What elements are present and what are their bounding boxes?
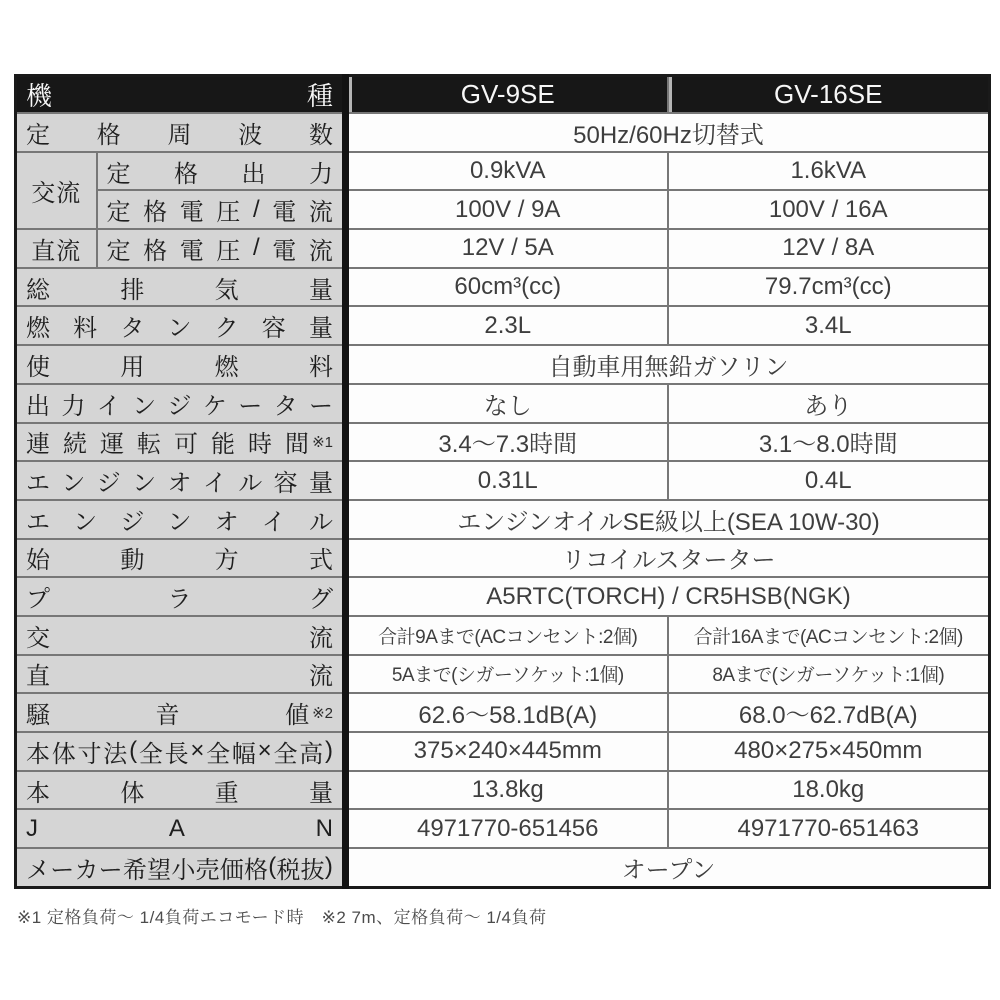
table-row bbox=[16, 616, 990, 655]
row-label: 本 体 寸 法 ( 全 長 × 全 幅 × 全 高 ) bbox=[16, 732, 346, 771]
cell-value: 3.4L bbox=[668, 306, 990, 345]
cell-value: 合計16Aまで(ACコンセント:2個) bbox=[668, 616, 990, 655]
cell-value: 100V / 9A bbox=[346, 190, 668, 229]
cell-value: 2.3L bbox=[346, 306, 668, 345]
table-header-row bbox=[16, 76, 990, 114]
cell-value: 12V / 8A bbox=[668, 229, 990, 268]
table-row bbox=[16, 771, 990, 810]
cell-value: 0.31L bbox=[346, 461, 668, 500]
row-label: 総 排 気 量 bbox=[16, 268, 346, 307]
cell-value: あり bbox=[668, 384, 990, 423]
table-row bbox=[16, 152, 990, 191]
row-label: 定 格 電 圧 / 電 流 bbox=[97, 190, 346, 229]
cell-value: A5RTC(TORCH) / CR5HSB(NGK) bbox=[346, 577, 990, 616]
table-row bbox=[16, 268, 990, 307]
row-label: 始 動 方 式 bbox=[16, 539, 346, 578]
row-label: J A N bbox=[16, 809, 346, 848]
cell-value: 18.0kg bbox=[668, 771, 990, 810]
header-model-a: GV-9SE bbox=[346, 76, 668, 114]
table-row bbox=[16, 732, 990, 771]
row-label: エ ン ジ ン オ イ ル 容 量 bbox=[16, 461, 346, 500]
row-label: エ ン ジ ン オ イ ル bbox=[16, 500, 346, 539]
row-label: 定 格 周 波 数 bbox=[16, 113, 346, 152]
cell-value: 合計9Aまで(ACコンセント:2個) bbox=[346, 616, 668, 655]
row-label: 本 体 重 量 bbox=[16, 771, 346, 810]
cell-value: 13.8kg bbox=[346, 771, 668, 810]
table-row bbox=[16, 577, 990, 616]
row-label: 使 用 燃 料 bbox=[16, 345, 346, 384]
table-row bbox=[16, 809, 990, 848]
table-row bbox=[16, 113, 990, 152]
header-model-b: GV-16SE bbox=[668, 76, 990, 114]
cell-value: 375×240×445mm bbox=[346, 732, 668, 771]
cell-value: 5Aまで(シガーソケット:1個) bbox=[346, 655, 668, 694]
table-row bbox=[16, 345, 990, 384]
footnote-marker: ※2 bbox=[312, 704, 333, 722]
row-label: 騒 音 値 ※2 bbox=[16, 693, 346, 732]
spec-table bbox=[14, 74, 991, 889]
table-row bbox=[16, 693, 990, 732]
table-row bbox=[16, 423, 990, 462]
cell-value: 3.4〜7.3時間 bbox=[346, 423, 668, 462]
cell-value: 60cm³(cc) bbox=[346, 268, 668, 307]
cell-value: 0.4L bbox=[668, 461, 990, 500]
cell-value: オープン bbox=[346, 848, 990, 887]
table-row bbox=[16, 539, 990, 578]
table-row bbox=[16, 190, 990, 229]
table-row bbox=[16, 384, 990, 423]
header-model-label: 機 種 bbox=[16, 76, 346, 114]
cell-value: 3.1〜8.0時間 bbox=[668, 423, 990, 462]
cell-value: 自動車用無鉛ガソリン bbox=[346, 345, 990, 384]
cell-value: 12V / 5A bbox=[346, 229, 668, 268]
row-label: 燃 料 タ ン ク 容 量 bbox=[16, 306, 346, 345]
cell-value: リコイルスターター bbox=[346, 539, 990, 578]
cell-value: 4971770-651456 bbox=[346, 809, 668, 848]
cell-value: なし bbox=[346, 384, 668, 423]
cell-value: 79.7cm³(cc) bbox=[668, 268, 990, 307]
row-label: 定 格 電 圧 / 電 流 bbox=[97, 229, 346, 268]
cell-value: 0.9kVA bbox=[346, 152, 668, 191]
cell-value: 4971770-651463 bbox=[668, 809, 990, 848]
row-group-label: 交流 bbox=[16, 152, 97, 229]
table-row bbox=[16, 655, 990, 694]
cell-value: 1.6kVA bbox=[668, 152, 990, 191]
table-row bbox=[16, 461, 990, 500]
footnote-marker: ※1 bbox=[312, 433, 333, 451]
cell-value: エンジンオイルSE級以上(SEA 10W-30) bbox=[346, 500, 990, 539]
row-label: 出 力 イ ン ジ ケ ー タ ー bbox=[16, 384, 346, 423]
table-row bbox=[16, 306, 990, 345]
row-label: 連 続 運 転 可 能 時 間 ※1 bbox=[16, 423, 346, 462]
row-label: メ ー カ ー 希 望 小 売 価 格 ( 税 抜 ) bbox=[16, 848, 346, 887]
cell-value: 480×275×450mm bbox=[668, 732, 990, 771]
row-label: 交 流 bbox=[16, 616, 346, 655]
footnote-text: ※1 定格負荷〜 1/4負荷エコモード時 ※2 7m、定格負荷〜 1/4負荷 bbox=[17, 908, 547, 927]
cell-value: 100V / 16A bbox=[668, 190, 990, 229]
row-label: プ ラ グ bbox=[16, 577, 346, 616]
cell-value: 50Hz/60Hz切替式 bbox=[346, 113, 990, 152]
table-row bbox=[16, 500, 990, 539]
table-row bbox=[16, 229, 990, 268]
row-group-label: 直流 bbox=[16, 229, 97, 268]
spec-table-body bbox=[16, 113, 990, 887]
table-row bbox=[16, 848, 990, 887]
row-label: 定 格 出 力 bbox=[97, 152, 346, 191]
cell-value: 68.0〜62.7dB(A) bbox=[668, 693, 990, 732]
row-label: 直 流 bbox=[16, 655, 346, 694]
cell-value: 62.6〜58.1dB(A) bbox=[346, 693, 668, 732]
cell-value: 8Aまで(シガーソケット:1個) bbox=[668, 655, 990, 694]
